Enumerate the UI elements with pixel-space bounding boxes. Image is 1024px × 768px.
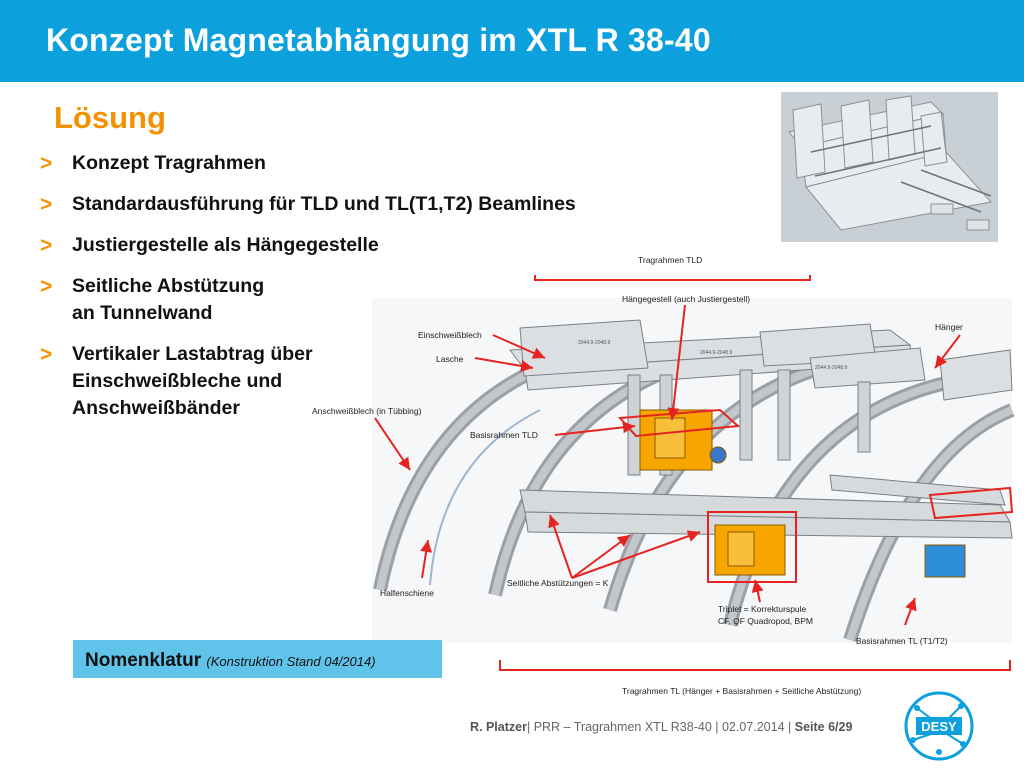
bullet-arrow-icon: > <box>40 193 53 216</box>
footer <box>470 720 852 734</box>
label-halfenschiene: Halfenschiene <box>380 588 434 598</box>
label-triplet-1: Triplet = Korrekturspule <box>718 604 807 614</box>
label-haenger: Hänger <box>935 322 963 332</box>
bullet-text: Justiergestelle als Hängegestelle <box>72 234 379 256</box>
label-tragrahmen-tl: Tragrahmen TL (Hänger + Basisrahmen + Seitliche Abstützung) <box>622 686 862 696</box>
bullet-text: Konzept Tragrahmen <box>72 152 266 174</box>
bullet-text: Vertikaler Lastabtrag über Einschweißbleche und Anschweißbänder <box>72 343 313 419</box>
bullet-text: Standardausführung für TLD und TL(T1,T2) Beamlines <box>72 193 576 215</box>
logo-text: DESY <box>921 719 957 734</box>
label-tragrahmen-tld: Tragrahmen TLD <box>638 255 703 265</box>
bullet-arrow-icon: > <box>40 234 53 257</box>
label-seitliche-abstuetzungen: Seitliche Abstützungen = K <box>507 578 609 588</box>
footer-page: Seite 6/29 <box>794 720 853 734</box>
label-triplet-2: CF, QF Quadropod, BPM <box>718 616 813 626</box>
nomenclature-text: Nomenklatur (Konstruktion Stand 04/2014) <box>85 650 376 671</box>
slide-title: Konzept Magnetabhängung im XTL R 38-40 <box>46 22 711 58</box>
plate-marking: 2044.9-2048.9 <box>700 350 733 356</box>
bullet-arrow-icon: > <box>40 152 53 175</box>
technical-diagram <box>310 250 1020 705</box>
label-basisrahmen-tl: Basisrahmen TL (T1/T2) <box>856 636 948 646</box>
title-bar <box>0 0 1024 82</box>
desy-logo-icon <box>903 690 975 762</box>
section-heading: Lösung <box>54 100 166 135</box>
plate-marking: 2044.9-2048.9 <box>578 340 611 346</box>
frame-3d-thumbnail <box>781 92 998 242</box>
footer-text: | PRR – Tragrahmen XTL R38-40 | 02.07.2014 | <box>526 720 792 734</box>
nomenclature-box <box>73 640 442 678</box>
bullet-arrow-icon: > <box>40 343 53 366</box>
bullet-item <box>40 191 700 218</box>
label-basisrahmen-tld: Basisrahmen TLD <box>470 430 538 440</box>
label-lasche: Lasche <box>436 354 464 364</box>
bullet-text: Seitliche Abstützung an Tunnelwand <box>72 275 265 324</box>
label-einschweissblech: Einschweißblech <box>418 330 482 340</box>
label-anschweissblech: Anschweißblech (in Tübbing) <box>312 406 422 416</box>
plate-marking: 2044.9-2048.9 <box>815 365 848 371</box>
bullet-arrow-icon: > <box>40 275 53 298</box>
footer-author: R. Platzer <box>470 720 527 734</box>
bullet-item <box>40 150 700 177</box>
label-haengegestell: Hängegestell (auch Justiergestell) <box>622 294 751 304</box>
